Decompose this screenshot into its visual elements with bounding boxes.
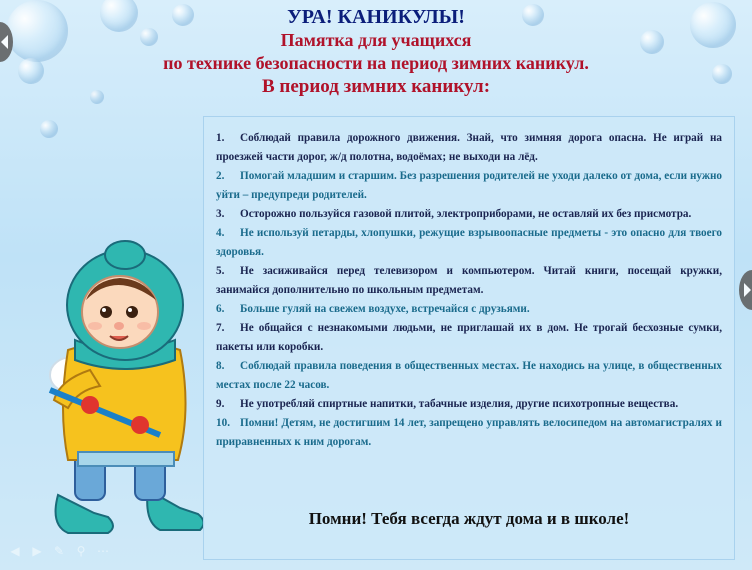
- zoom-icon[interactable]: ⚲: [76, 544, 86, 558]
- chevron-right-icon: [744, 283, 751, 297]
- rule-item: 4. Не используй петарды, хлопушки, режущие взрывоопасные предметы - это опасно для твоего здоровья.: [216, 227, 722, 258]
- back-icon[interactable]: ◀: [10, 544, 20, 558]
- rule-item: 6. Больше гуляй на свежем воздухе, встречайся с друзьями.: [216, 303, 530, 315]
- pen-icon[interactable]: ✎: [53, 544, 65, 558]
- rule-item: 9. Не употребляй спиртные напитки, табачные изделия, другие психотропные вещества.: [216, 398, 679, 410]
- rule-item: 10. Помни! Детям, не достигшим 14 лет, запрещено управлять велосипедом на автомагистралях и приравненных к ним дорогам.: [216, 417, 722, 448]
- next-slide-button[interactable]: [739, 270, 752, 310]
- rule-item: 7. Не общайся с незнакомыми людьми, не приглашай их в дом. Не трогай бесхозные сумки, пакеты или коробки.: [216, 322, 722, 353]
- closing-message: Помни! Тебя всегда ждут дома и в школе!: [308, 509, 630, 528]
- bubble-decoration: [40, 120, 58, 138]
- menu-icon[interactable]: ⋯: [97, 544, 109, 558]
- rule-item: 2. Помогай младшим и старшим. Без разрешения родителей не уходи далеко от дома, если нужно уйти – предупреди родителей.: [216, 170, 722, 201]
- rule-item: 5. Не засиживайся перед телевизором и компьютером. Читай книги, посещай кружки, занимайся дополнительно по школьным предметам.: [216, 265, 722, 296]
- slide-toolbar: [8, 544, 110, 558]
- forward-icon[interactable]: ▶: [32, 544, 42, 558]
- page-subtitle: Памятка для учащихся: [280, 30, 472, 50]
- rule-item: 3. Осторожно пользуйся газовой плитой, электроприборами, не оставляй их без присмотра.: [216, 208, 692, 220]
- rule-item: 1. Соблюдай правила дорожного движения. Знай, что зимняя дорога опасна. Не играй на проезжей части дорог, ж/д полотна, водоёмах; не выходи на лёд.: [216, 132, 722, 163]
- page-subtitle: по технике безопасности на период зимних каникул.: [163, 53, 589, 73]
- rules-list: [216, 129, 722, 452]
- rule-item: 8. Соблюдай правила поведения в общественных местах. Не находись на улице, в общественных местах после 22 часов.: [216, 360, 722, 391]
- child-winter-illustration: [20, 240, 210, 550]
- page-title: УРА! КАНИКУЛЫ!: [287, 6, 465, 28]
- chevron-left-icon: [1, 35, 8, 49]
- page-header: [0, 6, 752, 98]
- section-heading: В период зимних каникул:: [261, 76, 491, 97]
- rules-panel: [203, 116, 735, 560]
